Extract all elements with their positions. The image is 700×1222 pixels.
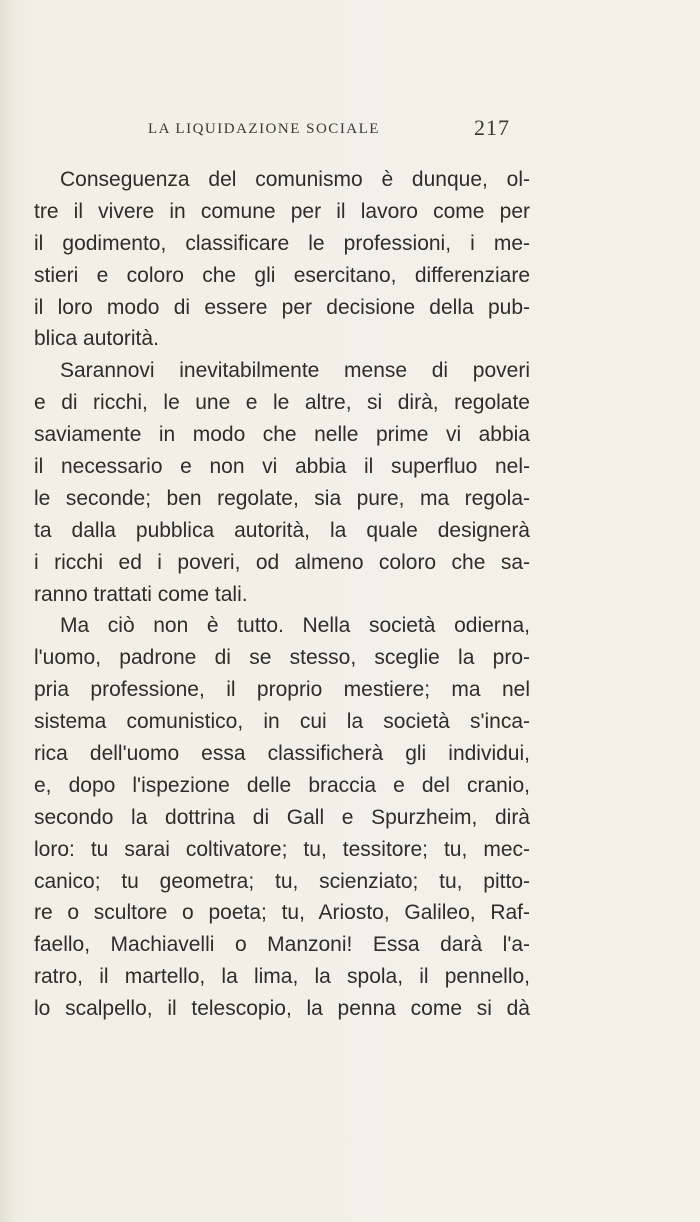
page-header: [148, 117, 510, 141]
text-line: il loro modo di essere per decisione della pub-: [34, 295, 530, 319]
text-line: Conseguenza del comunismo è dunque, ol-: [60, 168, 530, 191]
text-line: faello, Machiavelli o Manzoni! Essa darà l'a-: [34, 933, 530, 957]
body-text: [34, 164, 530, 1025]
text-line: e di ricchi, le une e le altre, si dirà, regolate: [34, 391, 530, 415]
text-line: il necessario e non vi abbia il superfluo nel-: [34, 455, 530, 479]
text-line: stieri e coloro che gli esercitano, differenziare: [34, 263, 530, 287]
text-line: loro: tu sarai coltivatore; tu, tessitore; tu, mec-: [34, 837, 530, 861]
text-line: pria professione, il proprio mestiere; ma nel: [34, 678, 530, 702]
text-line: re o scultore o poeta; tu, Ariosto, Galileo, Raf-: [34, 901, 530, 925]
text-line: i ricchi ed i poveri, od almeno coloro che sa-: [34, 550, 530, 574]
text-line: ratro, il martello, la lima, la spola, il pennello,: [34, 965, 530, 989]
text-line: e, dopo l'ispezione delle braccia e del cranio,: [34, 773, 530, 797]
text-line: ta dalla pubblica autorità, la quale designerà: [34, 518, 530, 542]
text-line: lo scalpello, il telescopio, la penna come si dà: [34, 997, 530, 1021]
text-line: sistema comunistico, in cui la società s'inca-: [34, 710, 530, 734]
text-line: ranno trattati come tali.: [34, 582, 248, 606]
text-line: secondo la dottrina di Gall e Spurzheim, dirà: [34, 805, 530, 829]
text-line: blica autorità.: [34, 327, 159, 351]
text-line: rica dell'uomo essa classificherà gli individui,: [34, 742, 530, 766]
text-line: tre il vivere in comune per il lavoro come per: [34, 199, 530, 223]
text-line: saviamente in modo che nelle prime vi abbia: [34, 423, 530, 447]
text-line: l'uomo, padrone di se stesso, sceglie la pro-: [34, 646, 530, 670]
page-number: 217: [474, 115, 510, 140]
text-line: Ma ciò non è tutto. Nella società odierna,: [60, 614, 530, 638]
text-line: le seconde; ben regolate, sia pure, ma regola-: [34, 486, 530, 510]
text-line: il godimento, classificare le professioni, i me-: [34, 231, 530, 255]
text-line: Sarannovi inevitabilmente mense di poveri: [60, 359, 530, 383]
running-title: LA LIQUIDAZIONE SOCIALE: [148, 121, 380, 137]
text-line: canico; tu geometra; tu, scienziato; tu, pitto-: [34, 869, 530, 893]
